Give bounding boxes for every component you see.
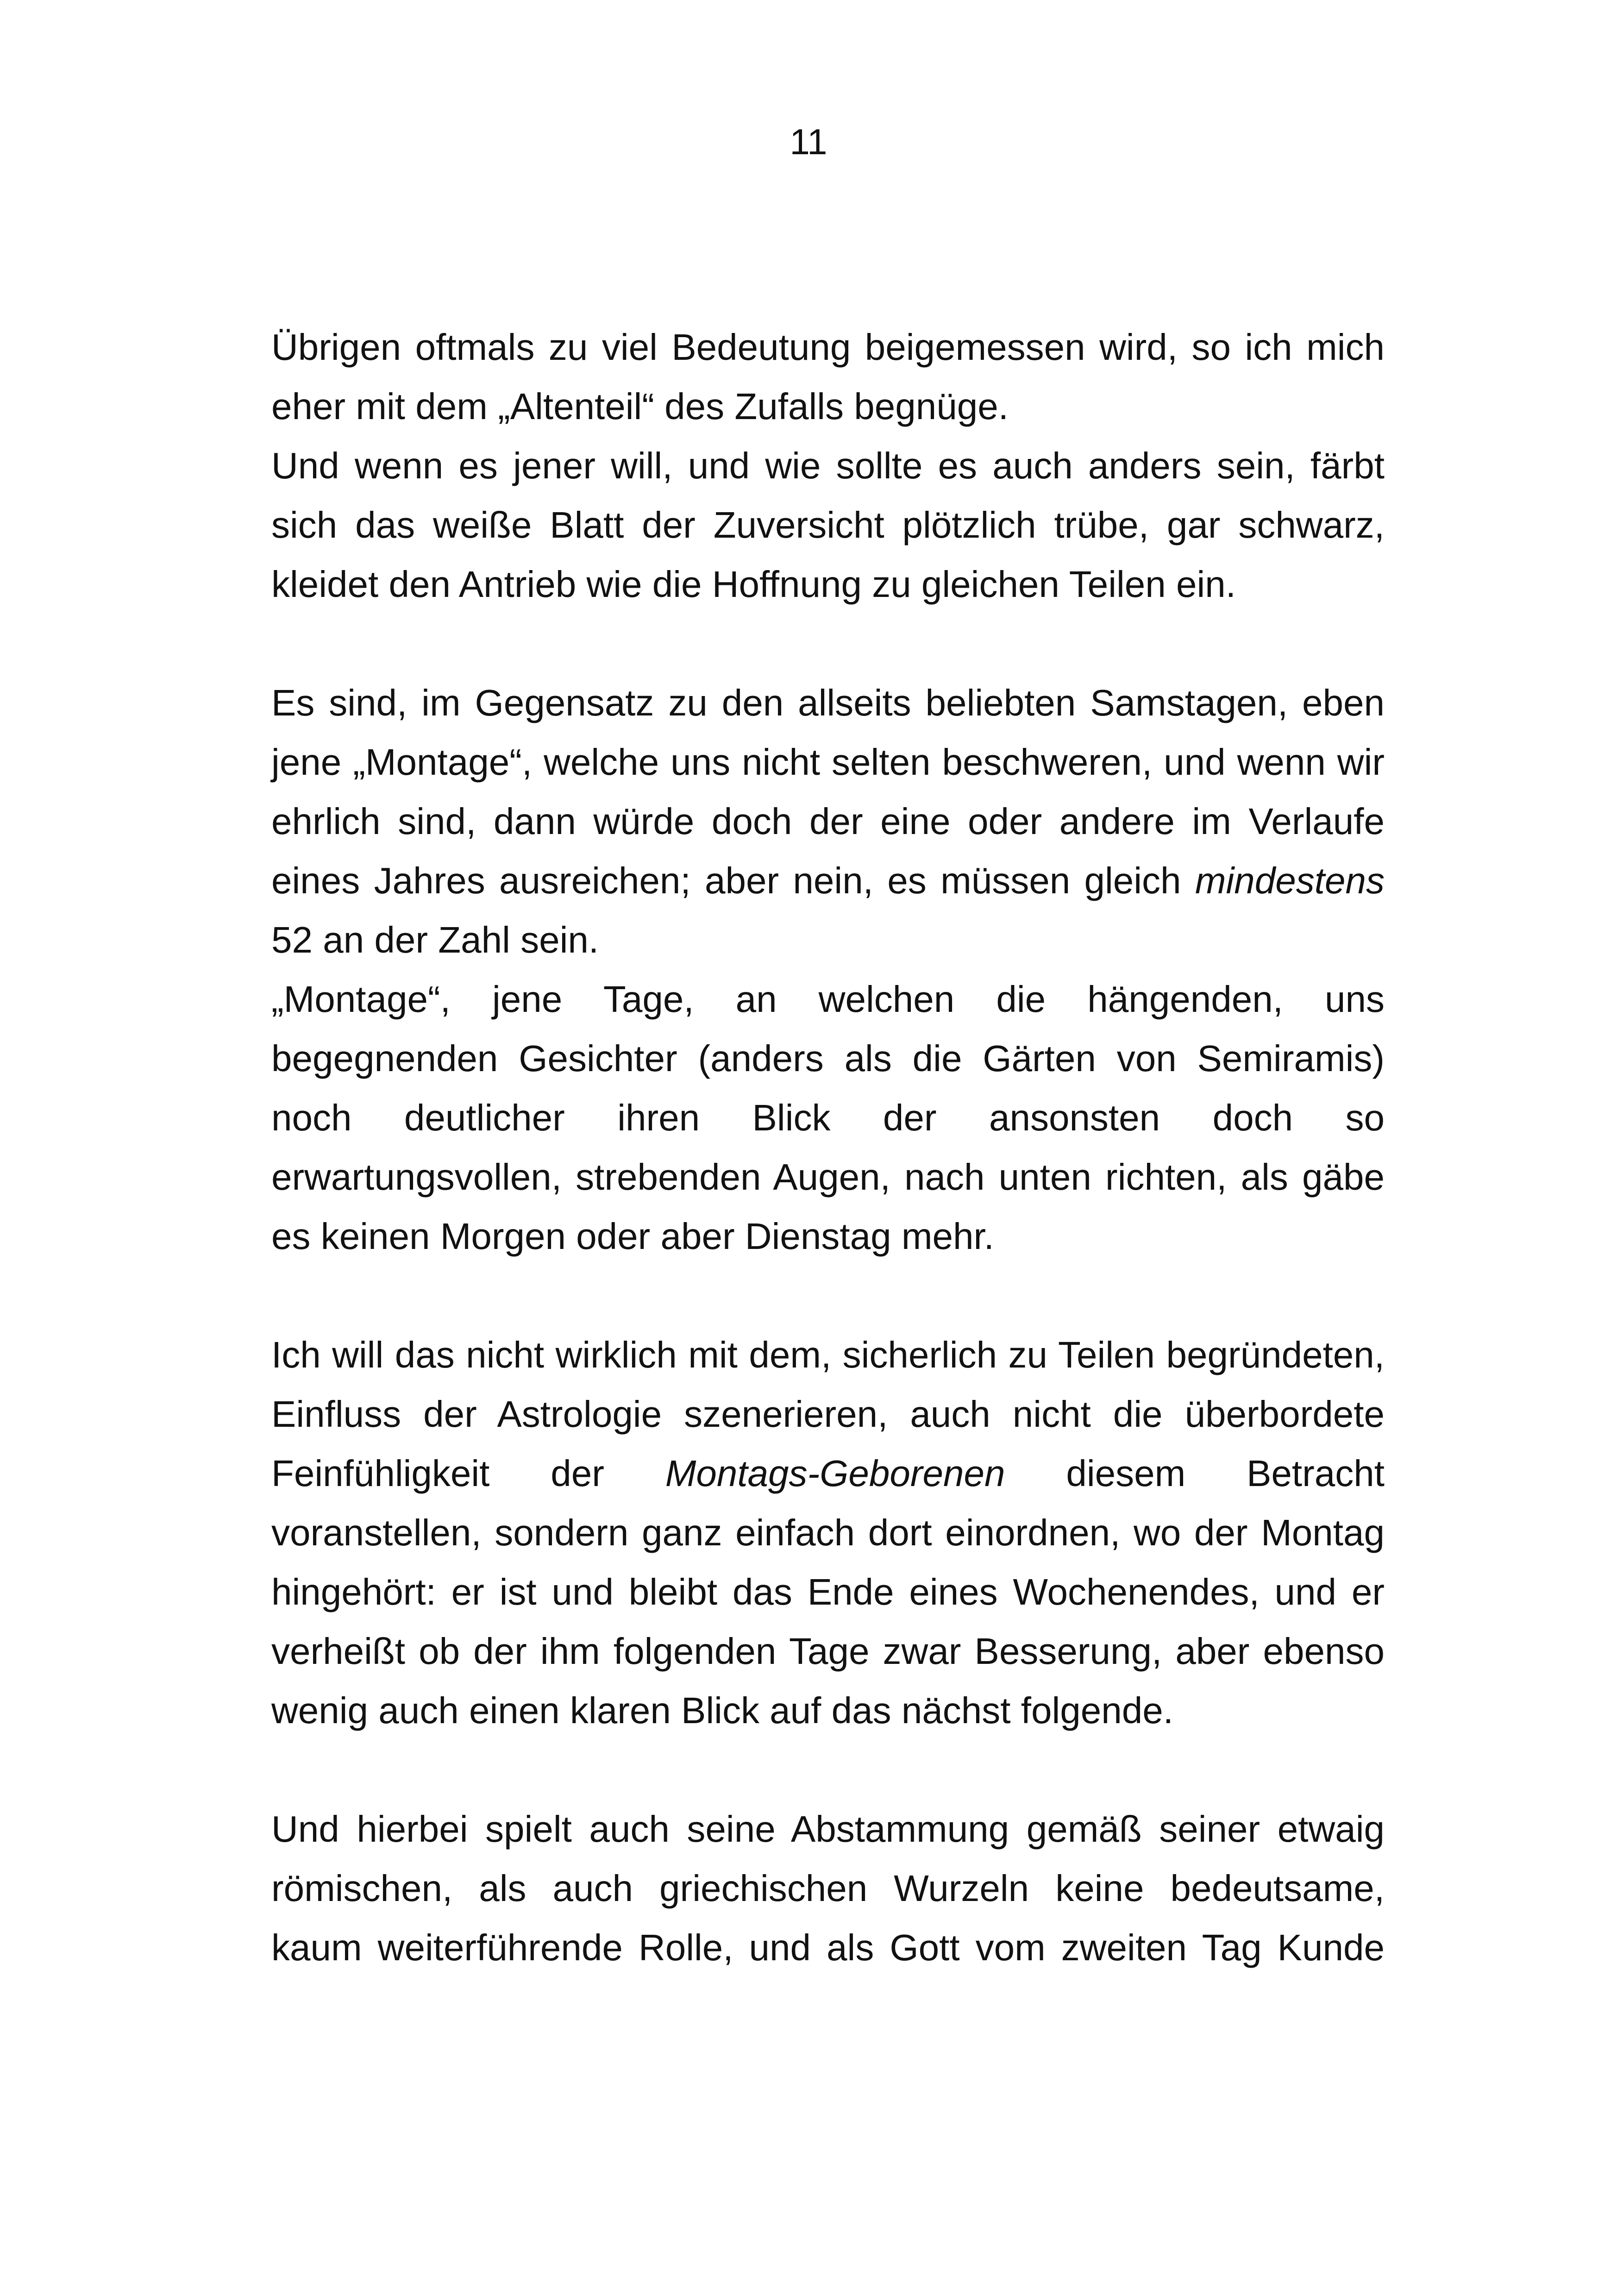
paragraph-5-text-start: Ich will das nicht wirklich mit dem, sicherlich zu Teilen begründeten, Einfluss der Astrologie szenerieren, auch nicht die überbordete Feinfühligkeit der [271,1334,1385,1494]
paragraph-1: Übrigen oftmals zu viel Bedeutung beigemessen wird, so ich mich eher mit dem „Altenteil“ des Zufalls begnüge. [271,326,1385,427]
paragraph-6: Und hierbei spielt auch seine Abstammung gemäß seiner etwaig römischen, als auch griechischen Wurzeln keine bedeutsame, kaum weiterführende Rolle, und als Gott vom zweiten Tag Kunde [271,1808,1385,1968]
paragraph-5 [271,1325,1385,1740]
paragraph-5-italic-term: Montags-Geborenen [665,1453,1005,1494]
paragraph-5-text-end: diesem Betracht voranstellen, sondern ganz einfach dort einordnen, wo der Montag hingehört: er ist und bleibt das Ende eines Wochenendes, und er verheißt ob der ihm folgenden Tage zwar Besserung, aber ebenso wenig auch einen klaren Blick auf das nächst folgende. [271,1453,1385,1731]
paragraph-3-italic-word: mindestens [1195,860,1385,901]
paragraph-3-text-start: Es sind, im Gegensatz zu den allseits beliebten Samstagen, eben jene „Montage“, welche uns nicht selten beschweren, und wenn wir ehrlich sind, dann würde doch der eine oder andere im Verlaufe eines Jahres ausreichen; aber nein, es müssen gleich [271,682,1385,901]
page-number: 11 [790,121,827,162]
body-text [271,318,1385,1977]
paragraph-3 [271,673,1385,970]
paragraph-3-text-end: 52 an der Zahl sein. [271,919,599,960]
paragraph-spacer [271,1740,1385,1800]
paragraph-2: Und wenn es jener will, und wie sollte es auch anders sein, färbt sich das weiße Blatt der Zuversicht plötzlich trübe, gar schwarz, kleidet den Antrieb wie die Hoffnung zu gleichen Teilen ein. [271,445,1385,605]
paragraph-4: „Montage“, jene Tage, an welchen die hängenden, uns begegnenden Gesichter (anders als die Gärten von Semiramis) noch deutlicher ihren Blick der ansonsten doch so erwartungsvollen, strebenden Augen, nach unten richten, als gäbe es keinen Morgen oder aber Dienstag mehr. [271,979,1385,1257]
paragraph-spacer [271,1266,1385,1325]
paragraph-spacer [271,614,1385,673]
